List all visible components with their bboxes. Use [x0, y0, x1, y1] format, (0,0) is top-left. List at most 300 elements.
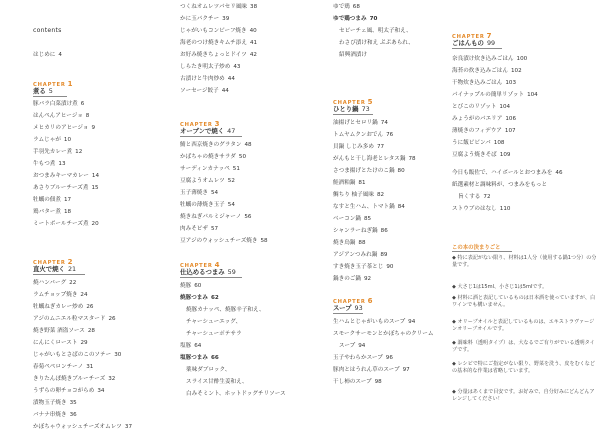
entry-title: ラムじゃが [33, 137, 61, 143]
chapter-word: CHAPTER [180, 122, 213, 128]
entry-title: 漬物玉子焼き [33, 400, 67, 406]
entry-title: 鍋きのご鍋 [333, 276, 361, 282]
page-number: 96 [385, 355, 393, 361]
toc-entry [458, 194, 491, 201]
note-item: ◆ 調味料（透明タイプ）は、大なるでご有りがでいる透明タイプです。 [452, 340, 595, 354]
entry-title: チャーシューエッグ、 [186, 319, 242, 325]
section-underline [180, 277, 242, 278]
chapter-number: 1 [67, 80, 74, 88]
toc-entry [186, 367, 230, 374]
entry-title: バナナ串焼き [33, 412, 67, 418]
toc-entry [452, 56, 527, 63]
toc-entry [33, 209, 71, 216]
toc-entry [339, 52, 367, 59]
entry-title: 塩豚 [180, 343, 192, 349]
page-number: 12 [75, 149, 83, 155]
entry-title: スモークサーモンとかぼちゃのクリーム [333, 331, 434, 337]
entry-title: 豚肉とはうれん草のスープ [333, 367, 400, 373]
chapter-word: CHAPTER [452, 34, 485, 40]
toc-entry [33, 340, 88, 347]
page-number: 38 [250, 4, 258, 10]
toc-column-4 [452, 0, 594, 423]
page-number: 104 [527, 92, 538, 98]
page-number: 10 [63, 137, 72, 143]
entry-title: つくねオムレツパセリ風味 [180, 4, 248, 10]
toc-entry [452, 182, 547, 189]
page-number: 50 [238, 154, 247, 160]
toc-entry [180, 343, 201, 350]
contents-label [33, 27, 62, 34]
page-number: 58 [260, 238, 268, 244]
entry-title: はんぺんアヒージョ [33, 113, 83, 119]
toc-entry [452, 92, 538, 99]
entry-title: 古漬けと牛肉炒め [180, 76, 225, 82]
page-number: 4 [58, 52, 62, 58]
entry-title: ソーセージ餃子 [180, 88, 219, 94]
entry-title: 白みそミント、ホットドッグチリソース [186, 391, 286, 397]
toc-column-3 [333, 0, 445, 423]
toc-entry [33, 376, 115, 383]
page-number: 26 [86, 304, 94, 310]
entry-title: とびこのリゾット [452, 104, 497, 110]
toc-entry [180, 40, 257, 47]
note-item: ◆ レシピで特にご指定がない限り、野菜を洗う、皮をむくなどの基本的な作業は省略しています。 [452, 361, 595, 375]
toc-column-2 [180, 0, 312, 423]
entry-title: 奈良漬け炊き込みごはん [452, 56, 514, 62]
page-number: 42 [249, 52, 257, 58]
note-item: ◆ 分量はあくまで目安です。お好みで、自分好みにどんどんアレンジしてください！ [452, 389, 595, 403]
section-heading [33, 88, 53, 95]
page-number: 72 [483, 194, 491, 200]
toc-entry [180, 283, 201, 290]
toc-entry [33, 292, 88, 299]
entry-title: 旨くする [458, 194, 481, 200]
entry-title: 干し柿のスープ [333, 379, 372, 385]
toc-entry [180, 226, 218, 233]
page-number: 18 [63, 209, 72, 215]
chapter-number: 3 [214, 120, 221, 128]
page-number: 89 [380, 252, 388, 258]
page-number: 100 [516, 56, 528, 62]
toc-entry [180, 64, 240, 71]
section-underline [33, 96, 67, 97]
toc-entry [333, 264, 393, 271]
page-number: 26 [108, 316, 116, 322]
entry-title: サーディンカナッペ [180, 166, 230, 172]
toc-entry [333, 331, 433, 338]
chapter-word: CHAPTER [33, 260, 66, 266]
entry-title: ゆで鶏つまみ [333, 16, 367, 22]
entry-title: スープ [333, 304, 352, 312]
page-number: 85 [363, 216, 372, 222]
page-number: 9 [91, 125, 96, 131]
page-number: 46 [555, 170, 563, 176]
page-number: 34 [97, 388, 105, 394]
toc-entry [452, 116, 516, 123]
toc-entry [333, 180, 366, 187]
entry-title: 干物炊き込みごはん [452, 80, 503, 86]
entry-title: 今日も飯佐で、ハイボールとおつまみを [452, 170, 553, 176]
toc-entry [33, 137, 71, 144]
entry-title: 春菊ペペロンチーノ [33, 364, 84, 370]
entry-title: さつま揚げとたけのこ鍋 [333, 168, 395, 174]
page-number: 59 [227, 268, 236, 276]
page-number: 48 [244, 142, 252, 148]
page-number: 93 [354, 304, 363, 312]
page-number: 94 [408, 319, 416, 325]
toc-entry [180, 178, 235, 185]
toc-entry [452, 80, 516, 87]
entry-title: かぼちゃウォッシュチーズオムレツ [33, 424, 122, 430]
toc-entry [339, 28, 412, 35]
toc-entry [333, 156, 416, 163]
entry-title: 焼きねぎパルミジャーノ [180, 214, 242, 220]
page-number: 88 [358, 240, 366, 246]
page-number: 5 [48, 87, 53, 95]
page-number: 107 [504, 128, 516, 134]
toc-entry [333, 144, 384, 151]
section-heading [33, 266, 76, 273]
section-underline [333, 114, 373, 115]
entry-title: わさび漬け和え ぷぷあられ、 [339, 40, 414, 46]
entry-title: 紙選素材と調味料が、つまみをもっと [452, 182, 548, 188]
page-number: 106 [505, 116, 517, 122]
entry-title: すき焼き玉子茶とじ [333, 264, 384, 270]
entry-title: かに玉パクチー [180, 16, 220, 22]
toc-entry [452, 140, 504, 147]
entry-title: ごはんもの [452, 39, 484, 47]
page-number: 51 [232, 166, 240, 172]
chapter-word: CHAPTER [333, 299, 366, 305]
entry-title: お好み焼きちょっとドイツ [180, 52, 247, 58]
entry-title: 牡蠣ねぎカレー炒め [33, 304, 84, 310]
section-heading [180, 269, 236, 276]
toc-entry [339, 343, 365, 350]
entry-title: 薄焼きのフィデウア [452, 128, 502, 134]
toc-entry [452, 128, 516, 135]
page-number: 30 [114, 352, 122, 358]
toc-entry [186, 307, 265, 314]
page-number: 104 [499, 104, 511, 110]
page-number: 81 [358, 180, 366, 186]
page-number: 52 [227, 178, 235, 184]
toc-entry [180, 88, 229, 95]
entry-title: 玉子やわらかスープ [333, 355, 383, 361]
entry-title: 焼き野菜 酒盗ソース [33, 328, 85, 334]
toc-entry [452, 152, 510, 159]
page-number: 76 [386, 132, 394, 138]
page-number: 78 [408, 156, 416, 162]
toc-entry [186, 379, 248, 386]
toc-entry [180, 202, 235, 209]
page-number: 32 [108, 376, 116, 382]
toc-entry [180, 166, 240, 173]
entry-title: 牡蠣の薄焼き玉子 [180, 202, 225, 208]
entry-title: ミートボールチーズ煮 [33, 221, 89, 227]
page-number: 64 [194, 343, 202, 349]
chapter-word: CHAPTER [33, 82, 66, 88]
toc-entry [180, 16, 229, 23]
entry-title: しらたき明太子炒め [180, 64, 231, 70]
toc-entry [333, 216, 371, 223]
toc-entry [33, 424, 132, 431]
entry-title: ベーコン鍋 [333, 216, 361, 222]
entry-title: スライス甘酢生姜和え、 [186, 379, 248, 385]
page-number: 70 [369, 16, 378, 22]
note-item: ◆ 大さじ1は15ml、小さじ1は5mlです。 [452, 284, 548, 290]
entry-title: 牛もつ煮 [33, 161, 56, 167]
toc-entry [452, 68, 522, 75]
toc-entry [333, 204, 405, 211]
toc-entry [33, 161, 66, 168]
entry-title: 煮る [33, 87, 46, 95]
page-number: 110 [499, 206, 511, 212]
page-number: 80 [397, 168, 405, 174]
entry-title: 焼豚つまみ [180, 295, 208, 301]
toc-entry [452, 206, 510, 213]
entry-title: 鯖と西京焼きのグラタン [180, 142, 242, 148]
toc-entry [186, 391, 286, 398]
toc-entry [33, 185, 99, 192]
toc-entry [33, 316, 116, 323]
page-number: 35 [69, 400, 77, 406]
toc-entry [33, 280, 76, 287]
entry-title: 直火で焼く [33, 265, 65, 273]
page-number: 22 [69, 280, 77, 286]
section-heading [452, 40, 495, 47]
chapter-number: 4 [214, 261, 221, 269]
toc-entry [33, 101, 84, 108]
toc-entry [333, 192, 384, 199]
entry-title: 焼豚カナッペ、焼豚辛子和え、 [186, 307, 265, 313]
entry-title: にんにくロースト [33, 340, 78, 346]
page-number: 24 [80, 292, 88, 298]
entry-title: 薬味ダブロック、 [186, 367, 231, 373]
entry-title: 玉子薄焼き [180, 190, 208, 196]
page-number: 73 [361, 105, 370, 113]
page-number: 41 [249, 40, 258, 46]
entry-title: 紹興酒漬け [339, 52, 367, 58]
page-number: 77 [376, 144, 385, 150]
page-number: 39 [222, 16, 230, 22]
toc-entry [333, 355, 393, 362]
page-number: 37 [124, 424, 133, 430]
page-number: 15 [91, 185, 99, 191]
entry-title: 塩豚つまみ [180, 355, 208, 361]
page-number: 94 [358, 343, 366, 349]
entry-title: contents [33, 27, 62, 34]
entry-title: ラムチョップ焼き [33, 292, 78, 298]
toc-entry [180, 154, 246, 161]
page-number: 90 [386, 264, 394, 270]
toc-entry [33, 388, 105, 395]
toc-entry [33, 364, 93, 371]
toc-entry-bold [180, 355, 219, 362]
page-number: 44 [221, 88, 229, 94]
toc-entry [333, 379, 382, 386]
toc-entry [333, 367, 410, 374]
section-underline [452, 48, 502, 49]
entry-title: アジのムニエル粒マスタード [33, 316, 106, 322]
page-number: 17 [63, 197, 72, 203]
toc-entry [180, 214, 251, 221]
entry-title: 焼豚 [180, 283, 192, 289]
chapter-number: 2 [67, 258, 74, 266]
entry-title: メヒカリのアヒージョ [33, 125, 89, 131]
entry-title: おつまみキーマカレー [33, 173, 89, 179]
toc-entry [333, 4, 360, 11]
section-heading [180, 128, 235, 135]
page-number: 108 [493, 140, 505, 146]
section-heading [333, 305, 363, 312]
entry-title: トムヤムクンおでん [333, 132, 384, 138]
toc-entry [339, 40, 414, 47]
toc-column-1 [33, 0, 145, 430]
chapter-number: 7 [486, 32, 493, 40]
toc-entry [452, 170, 563, 177]
note-item: ◆ オリーブオイルと表記しているものは、エキストラヴァージンオリーブオイルです。 [452, 319, 595, 333]
toc-entry [33, 352, 121, 359]
toc-entry [333, 168, 405, 175]
entry-title: 豚バラ白菜漬け煮 [33, 101, 78, 107]
page-number: 28 [87, 328, 95, 334]
section-underline [333, 313, 363, 314]
entry-title: ゆで鶏 [333, 4, 350, 10]
toc-entry [333, 252, 387, 259]
page-number: 74 [380, 120, 388, 126]
page-number: 60 [194, 283, 202, 289]
entry-title: がんもと干し海老とレタス鍋 [333, 156, 406, 162]
page-number: 21 [67, 265, 77, 273]
toc-entry [33, 400, 77, 407]
page-number: 66 [210, 355, 219, 361]
page-number: 86 [380, 228, 388, 234]
entry-title: うに飯ビビンバ [452, 140, 491, 146]
entry-title: チャーシューポテサラ [186, 331, 242, 337]
toc-entry [33, 113, 89, 120]
entry-title: 豆腐よう焼きそば [452, 152, 497, 158]
section-heading [333, 106, 370, 113]
page-number: 99 [486, 39, 496, 47]
entry-title: 豆アジのウォッシュチーズ焼き [180, 238, 258, 244]
entry-title: あさりブルーチーズ煮 [33, 185, 89, 191]
toc-entry [33, 328, 95, 335]
page-number: 102 [510, 68, 522, 74]
note-item: ◆ 特に表記がない限り、材料は1人分（使用する鍋1つ分）の分量です。 [452, 255, 596, 269]
toc-entry [180, 142, 252, 149]
page-number: 8 [85, 113, 90, 119]
note-item: ◆ 材料に酒と表記しているものは日本酒を使っていますが、白ワインでも構いません。 [452, 295, 596, 309]
entry-title: 海苔の炊き込みごはん [452, 68, 508, 74]
entry-title: じゃがいもとさばのこのソテー [33, 352, 112, 358]
entry-title: ひとり鍋 [333, 105, 359, 113]
toc-entry [186, 331, 242, 338]
entry-title: 鯛ちり 柚子風味 [333, 192, 374, 198]
entry-title: 手羽先カレー煮 [33, 149, 73, 155]
entry-title: 生ハムとじゃがいものスープ [333, 319, 406, 325]
entry-title: 鮭酒粕鍋 [333, 180, 356, 186]
page-number: 43 [233, 64, 241, 70]
entry-title: オーブンで焼く [180, 127, 225, 135]
page-number: 103 [505, 80, 517, 86]
page-number: 84 [397, 204, 405, 210]
page-number: 14 [91, 173, 100, 179]
entry-title: スープ [339, 343, 356, 349]
page-number: 36 [69, 412, 77, 418]
toc-entry-bold [333, 16, 377, 23]
entry-title: パイナップルの簡単リゾット [452, 92, 525, 98]
entry-title: うずらの卵チョコがらめ [33, 388, 95, 394]
entry-title: 鶏バター煮 [33, 209, 61, 215]
toc-entry [186, 319, 241, 326]
entry-title: アジアンつみれ鍋 [333, 252, 378, 258]
notes-title-underline [452, 251, 512, 252]
page-number: 29 [80, 340, 88, 346]
page-number: 82 [376, 192, 385, 198]
entry-title: 焼ハンバーグ [33, 280, 67, 286]
notes-title: この本の決まりごと [452, 245, 501, 251]
toc-entry [333, 319, 415, 326]
toc-entry [180, 52, 257, 59]
toc-entry [333, 240, 366, 247]
page-number: 97 [402, 367, 410, 373]
toc-entry [33, 173, 99, 180]
toc-entry [333, 120, 388, 127]
entry-title: じゃがいもコンビーフ焼き [180, 28, 247, 34]
toc-entry [33, 52, 62, 59]
entry-title: みょうがのパエリア [452, 116, 503, 122]
toc-entry [33, 412, 77, 419]
toc-entry [33, 125, 95, 132]
entry-title: 牡蠣の佃煮 [33, 197, 61, 203]
section-underline [33, 274, 85, 275]
page-number: 13 [58, 161, 66, 167]
entry-title: きりたんぽ焼きブルーチーズ [33, 376, 106, 382]
page-number: 54 [227, 202, 235, 208]
entry-title: なすと生ハム、トマト鍋 [333, 204, 395, 210]
page-number: 98 [374, 379, 382, 385]
toc-entry [33, 221, 99, 228]
entry-title: 肉みそピザ [180, 226, 208, 232]
entry-title: はじめに [33, 52, 56, 58]
entry-title: 焼き鳥鍋 [333, 240, 356, 246]
toc-entry [33, 149, 82, 156]
entry-title: シャンラーねぎ鍋 [333, 228, 378, 234]
page-number: 92 [363, 276, 372, 282]
entry-title: ストウブのはなし [452, 206, 497, 212]
toc-entry-bold [180, 295, 219, 302]
entry-title: かばちゃの焼きサラダ [180, 154, 236, 160]
entry-title: 貝鍋 しじみ多め [333, 144, 374, 150]
toc-entry [33, 304, 93, 311]
page-number: 44 [227, 76, 235, 82]
toc-entry [452, 104, 510, 111]
page-number: 20 [91, 221, 99, 227]
page-number: 54 [210, 190, 219, 196]
page-number: 56 [244, 214, 252, 220]
chapter-number: 5 [367, 98, 374, 106]
entry-title: 仕込めるつまみ [180, 268, 225, 276]
toc-entry [180, 28, 257, 35]
entry-title: 油揚げとセロリ鍋 [333, 120, 378, 126]
page-number: 47 [227, 127, 236, 135]
toc-entry [180, 238, 268, 245]
toc-entry [180, 4, 257, 11]
page-number: 62 [210, 295, 219, 301]
toc-entry [333, 276, 371, 283]
section-underline [180, 136, 242, 137]
page-number: 109 [499, 152, 511, 158]
